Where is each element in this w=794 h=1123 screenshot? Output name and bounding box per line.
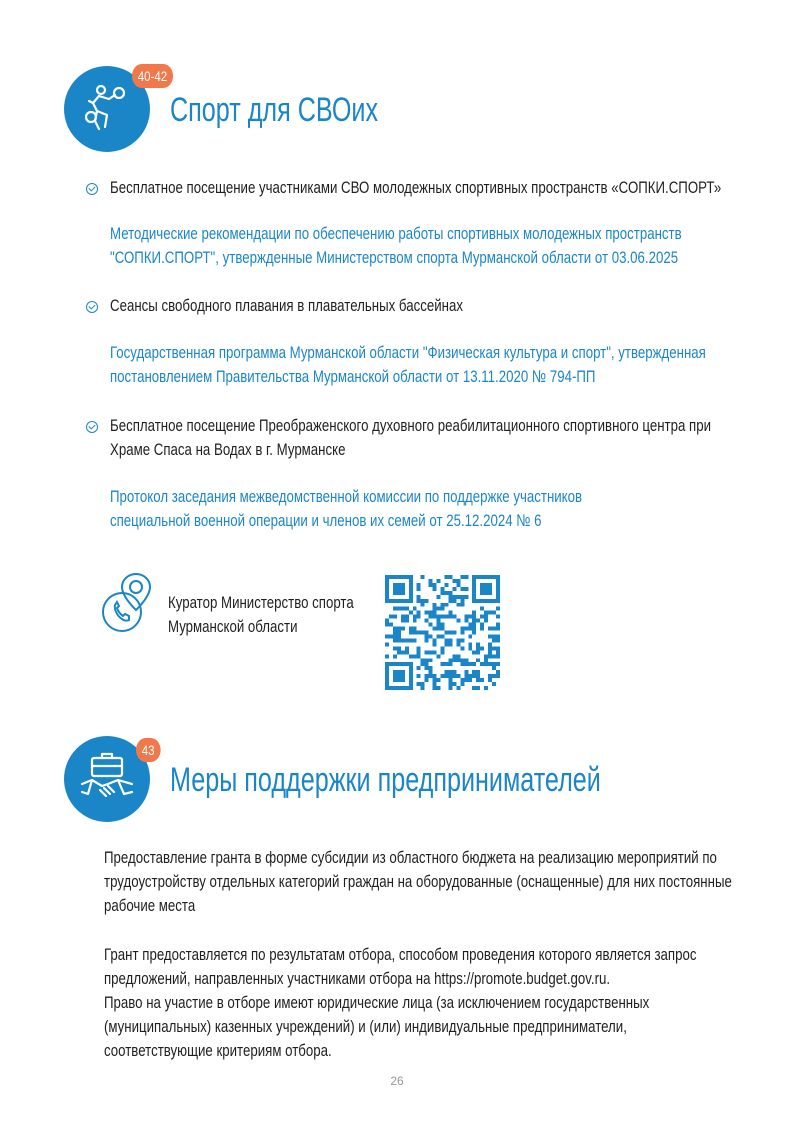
page-number: 26 [390, 1074, 404, 1088]
section-title: Спорт для СВОих [170, 91, 379, 129]
grant-conditions: Грант предоставляется по результатам отбора, способом проведения которого является запрос предложений, направленных участниками отбора на https://promote.budget.gov.ru. Право на участие в отборе имеют юридические лица (за исключением государственных (муниципальных) казенных учреждений) и (или) индивидуальные предприниматели, соответствующие критериям отбора. [104, 945, 697, 1060]
item-reference: Государственная программа Мурманской области "Физическая культура и спорт", утвержденная постановлением Правительства Мурманской области от 13.11.2020 № 794-ПП [110, 343, 706, 386]
curator-text: Куратор Министерство спорта Мурманской области [168, 593, 354, 636]
sport-icon [79, 81, 135, 137]
item-text: Бесплатное посещение участниками СВО молодежных спортивных пространств «СОПКИ.СПОРТ» [110, 178, 722, 197]
item-reference: Методические рекомендации по обеспечению работы спортивных молодежных пространств "СОПКИ.СПОРТ", утвержденные Министерством спорта Мурманской области от 03.06.2025 [110, 224, 682, 267]
section-title: Меры поддержки предпринимателей [170, 761, 601, 799]
grant-description: Предоставление гранта в форме субсидии из областного бюджета на реализацию мероприятий по трудоустройству отдельных категорий граждан на оборудованные (оснащенные) для них постоянные рабочие места [104, 848, 732, 915]
item-reference: Протокол заседания межведомственной комиссии по поддержке участников специальной военной операции и членов их семей от 25.12.2024 № 6 [110, 487, 583, 530]
handshake-briefcase-icon [78, 750, 136, 808]
location-phone-icon [100, 570, 156, 639]
item-text: Сеансы свободного плавания в плавательных бассейнах [110, 296, 463, 315]
check-circle-icon [86, 183, 98, 195]
section-badge: 43 [136, 738, 160, 762]
check-circle-icon [86, 421, 98, 433]
item-text: Бесплатное посещение Преображенского духовного реабилитационного спортивного центра при Храме Спаса на Водах в г. Мурманске [110, 416, 711, 459]
check-circle-icon [86, 301, 98, 313]
section-badge: 40-42 [132, 64, 173, 88]
qr-code[interactable] [385, 575, 500, 690]
